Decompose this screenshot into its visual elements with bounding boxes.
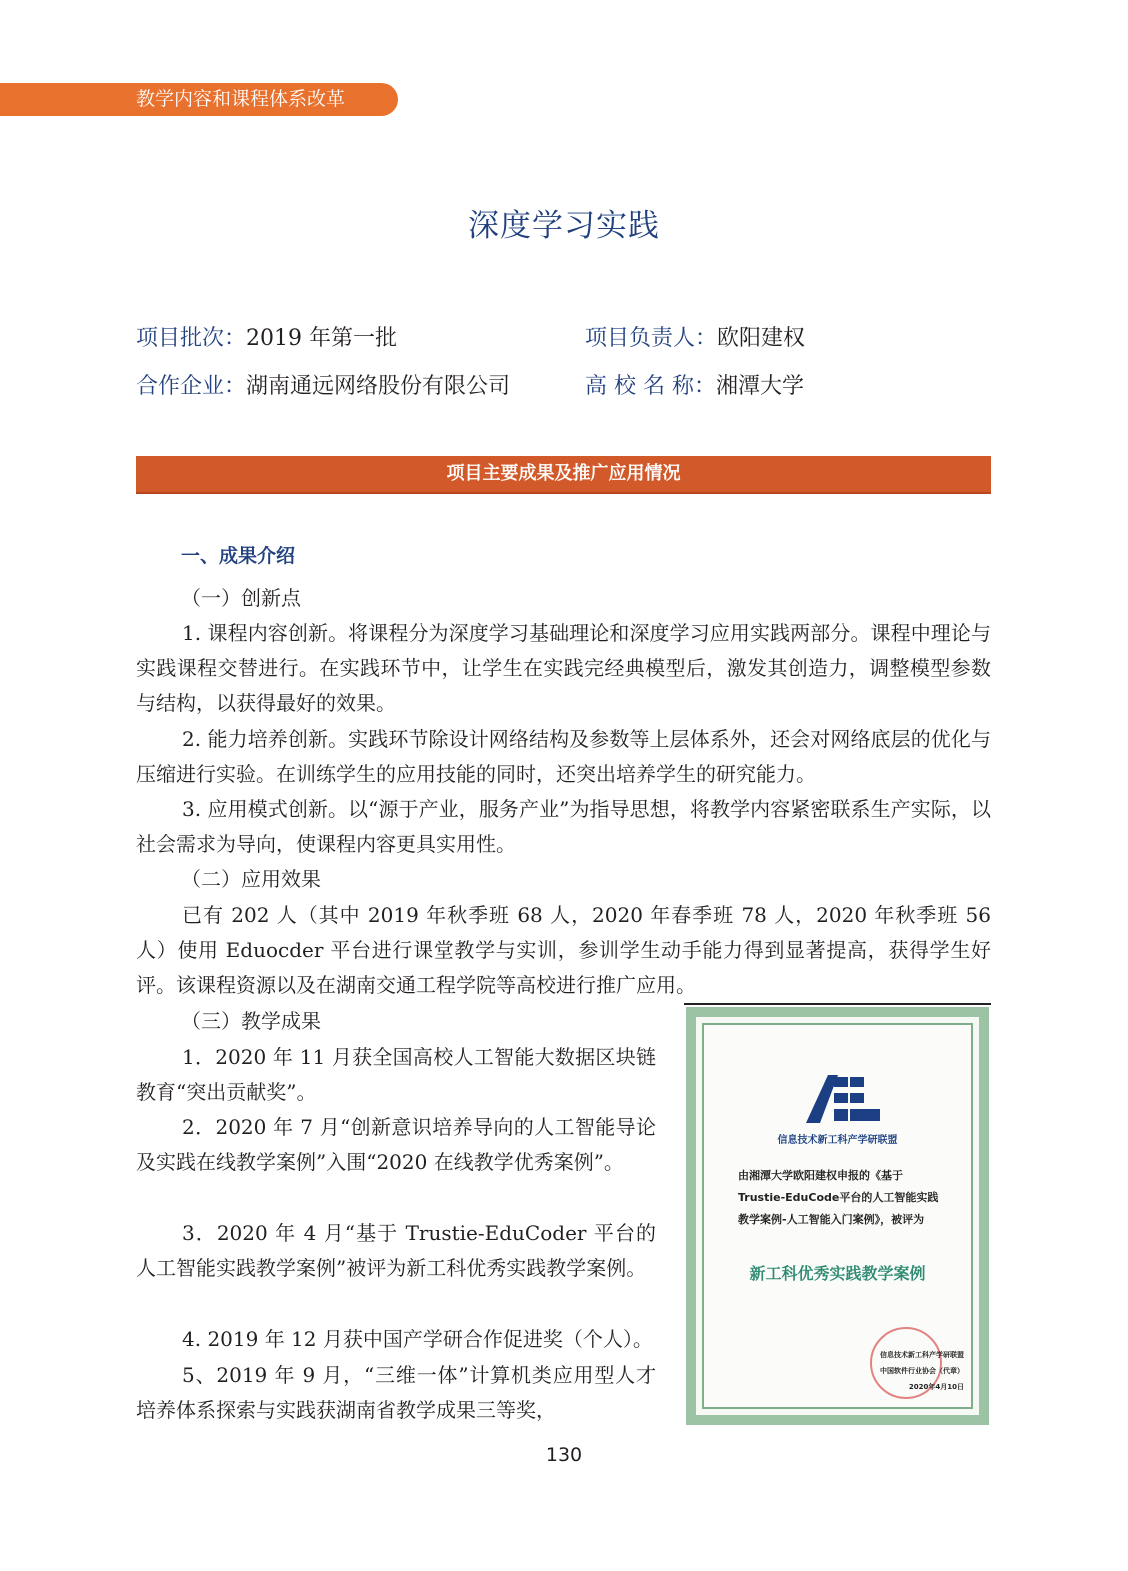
aeee-logo-icon <box>804 1069 884 1125</box>
section-header-tab: 教学内容和课程体系改革 <box>0 83 398 116</box>
leader-label: 项目负责人： <box>585 326 718 351</box>
result-item-3: 3．2020 年 4 月“基于 Trustie-EduCoder 平台的人工智能实践教学案例”被评为新工科优秀实践教学案例。 <box>136 1221 656 1280</box>
company-label: 合作企业： <box>136 374 247 399</box>
certificate-image <box>686 1007 989 1425</box>
leader-value: 欧阳建权 <box>717 326 806 351</box>
school-label: 高 校 名 称： <box>585 374 716 399</box>
page-title: 深度学习实践 <box>468 208 660 244</box>
meta-row-school <box>585 370 804 404</box>
subheading-innovation: （一）创新点 <box>181 586 301 610</box>
certificate-sign-org: 信息技术新工科产学研联盟 <box>880 1351 964 1359</box>
meta-row-company <box>136 370 510 404</box>
company-value: 湖南通远网络股份有限公司 <box>246 374 511 399</box>
meta-row-batch <box>136 322 397 356</box>
result-item-2: 2．2020 年 7 月“创新意识培养导向的人工智能导论及实践在线教学案例”入围“2020 在线教学优秀案例”。 <box>136 1115 656 1174</box>
certificate-org: 信息技术新工科产学研联盟 <box>777 1135 898 1146</box>
certificate-signature <box>854 1347 964 1395</box>
certificate-text: 由湘潭大学欧阳建权申报的《基于Trustie-EduCode平台的人工智能实践教学案例-人工智能入门案例》，被评为 <box>738 1169 939 1226</box>
certificate-award: 新工科优秀实践教学案例 <box>749 1264 926 1283</box>
paragraph-content-innovation: 1. 课程内容创新。将课程分为深度学习基础理论和深度学习应用实践两部分。课程中理论与实践课程交替进行。在实践环节中，让学生在实践完经典模型后，激发其创造力，调整模型参数与结构，以获得最好的效果。 <box>136 621 991 715</box>
paragraph-application-innovation: 3. 应用模式创新。以“源于产业，服务产业”为指导思想，将教学内容紧密联系生产实际，以社会需求为导向，使课程内容更具实用性。 <box>136 797 991 856</box>
result-item-5: 5、2019 年 9 月，“三维一体”计算机类应用型人才培养体系探索与实践获湖南省教学成果三等奖， <box>136 1363 656 1422</box>
section-bar: 项目主要成果及推广应用情况 <box>136 456 991 494</box>
result-item-1: 1．2020 年 11 月获全国高校人工智能大数据区块链教育“突出贡献奖”。 <box>136 1045 656 1104</box>
paragraph-ability-innovation: 2. 能力培养创新。实践环节除设计网络结构及参数等上层体系外，还会对网络底层的优化与压缩进行实验。在训练学生的应用技能的同时，还突出培养学生的研究能力。 <box>136 727 991 786</box>
certificate-sign-assoc: 中国软件行业协会（代章） <box>880 1367 964 1375</box>
certificate-date: 2020年4月10日 <box>908 1383 964 1391</box>
batch-value: 2019 年第一批 <box>246 326 397 351</box>
certificate-top-rule <box>684 1003 991 1005</box>
meta-row-leader <box>585 322 805 356</box>
subheading-effect: （二）应用效果 <box>181 867 321 891</box>
school-value: 湘潭大学 <box>715 374 804 399</box>
paragraph-effect: 已有 202 人（其中 2019 年秋季班 68 人，2020 年春季班 78 人，2020 年秋季班 56 人）使用 Eduocder 平台进行课堂教学与实训，参训学生动手能力得到显著提高，获得学生好评。该课程资源以及在湖南交通工程学院等高校进行推广应用。 <box>136 903 991 997</box>
subheading-results: （三）教学成果 <box>181 1009 321 1033</box>
page-number: 130 <box>545 1444 583 1466</box>
batch-label: 项目批次： <box>136 326 247 351</box>
result-item-4: 4. 2019 年 12 月获中国产学研合作促进奖（个人）。 <box>182 1327 653 1351</box>
heading-achievements: 一、成果介绍 <box>181 545 296 567</box>
certificate-inner-frame <box>702 1023 973 1409</box>
